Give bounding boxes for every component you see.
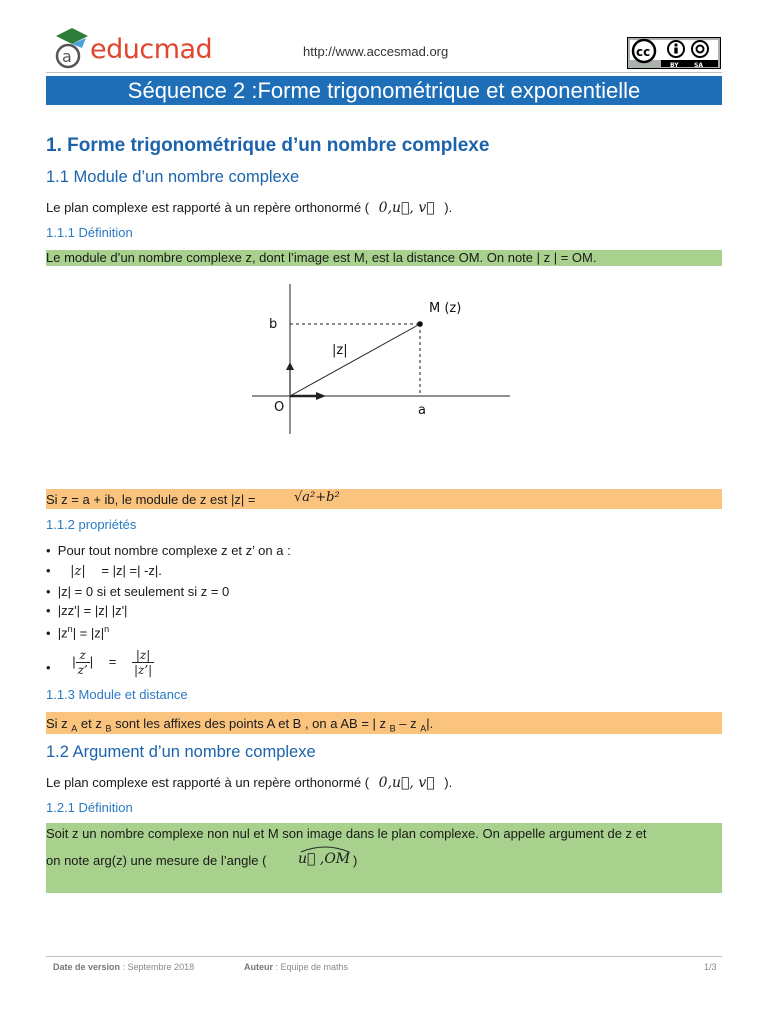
frame-math: 0,u⃗, v⃗ — [378, 200, 435, 216]
svg-text:cc: cc — [636, 45, 651, 59]
cc-license-badge — [627, 37, 721, 69]
distance-band — [46, 712, 722, 734]
plane-sentence — [46, 200, 452, 216]
point-m-label: M (z) — [429, 301, 462, 316]
zbar-symbol: |z| — [70, 564, 86, 579]
abscissa-a-label: a — [418, 403, 426, 418]
property-item: • $|z^n| = |z|^n$ — [46, 624, 110, 641]
logo-text: educmad — [90, 34, 213, 65]
angle-close: ) — [353, 853, 358, 868]
header-divider — [46, 72, 722, 73]
origin-label: O — [274, 400, 285, 415]
definition-text: Le module d’un nombre complexe z, dont l’image est M, est la distance OM. On note | z | = OM. — [46, 250, 597, 265]
formula-math: √a²+b² — [294, 490, 340, 505]
frame-math-2: 0,u⃗, v⃗ — [378, 775, 435, 791]
footer-author: Auteur : Equipe de maths — [244, 962, 349, 972]
property-item: • |z| = 0 si et seulement si z = 0 — [46, 584, 230, 599]
property-item: • |z| = |z| =| -z|. — [46, 563, 162, 579]
site-url[interactable]: http://www.accesmad.org — [303, 44, 449, 59]
page-title: Séquence 2 :Forme trigonométrique et exponentielle — [46, 76, 722, 105]
property-item: • |zz'| = |z| |z'| — [46, 603, 128, 618]
definition-heading: 1.1.1 Définition — [46, 225, 133, 240]
argument-definition-line1: Soit z un nombre complexe non nul et M son image dans le plan complexe. On appelle argument de z et — [46, 826, 647, 841]
educmad-logo — [52, 26, 213, 74]
cc-by-label: BY — [670, 62, 679, 69]
plane-text: Le plan complexe est rapporté à un repère orthonormé ( — [46, 200, 370, 215]
cc-sa-label: SA — [694, 62, 703, 69]
formula-text: Si z = a + ib, le module de z est |z| = — [46, 492, 256, 507]
modulus-label: |z| — [332, 343, 348, 358]
plane-close: ). — [444, 200, 453, 215]
formula-band — [46, 489, 722, 509]
angle-math: u⃗ ,OM — [298, 845, 350, 861]
ordinate-b-label: b — [269, 317, 278, 332]
plane-sentence-2: Le plan complexe est rapporté à un repère orthonormé ( 0,u⃗, v⃗ ). — [46, 775, 453, 791]
distance-text: Si z $_A$ et z $_B$ sont les affixes des points A et B , on a AB = | z $_B$ – z $_A$|. — [46, 716, 434, 734]
argument-definition-line2: on note arg(z) une mesure de l’angle ( — [46, 853, 267, 868]
property-item: • Pour tout nombre complexe z et z’ on a : — [46, 543, 291, 558]
properties-heading: 1.1.2 propriétés — [46, 517, 137, 532]
argument-definition-band — [46, 823, 722, 893]
svg-text:a: a — [62, 47, 72, 66]
argument-heading: 1.2 Argument d’un nombre complexe — [46, 743, 316, 761]
modulus-figure — [248, 282, 518, 437]
section-heading: 1. Forme trigonométrique d’un nombre complexe — [46, 135, 490, 156]
argument-definition-heading: 1.2.1 Définition — [46, 800, 133, 815]
definition-band — [46, 250, 722, 266]
footer-divider — [46, 956, 722, 957]
property-item: • | $\frac{z}{z’}$ | = $\frac{|z|}{|z’|}$ — [46, 648, 153, 677]
footer-date: Date de version : Septembre 2018 — [53, 962, 195, 972]
subsection-heading: 1.1 Module d’un nombre complexe — [46, 168, 300, 186]
logo-icon — [52, 26, 92, 70]
page-number: 1/3 — [704, 962, 717, 972]
distance-heading: 1.1.3 Module et distance — [46, 687, 188, 702]
